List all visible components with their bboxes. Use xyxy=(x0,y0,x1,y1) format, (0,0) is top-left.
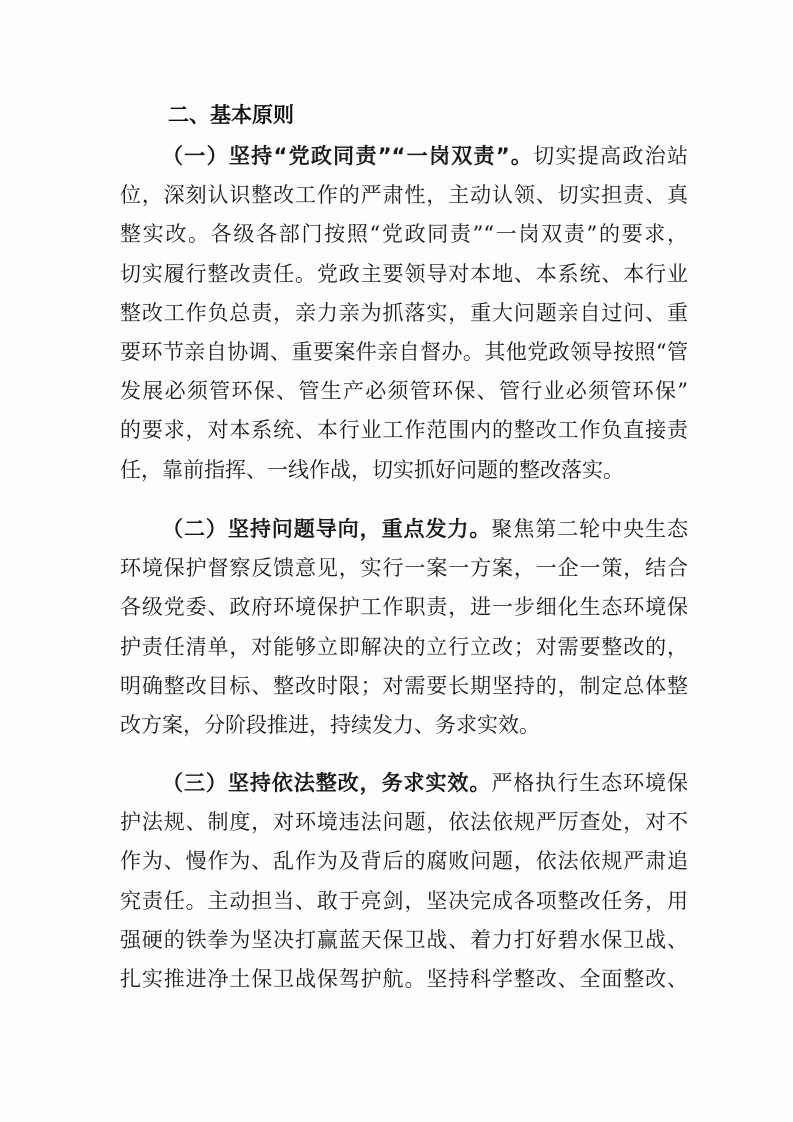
principle-title: （一）坚持“党政同责”“一岗双责”。 xyxy=(162,144,534,168)
paragraph-line: 扎实推进净土保卫战保驾护航。坚持科学整改、全面整改、 xyxy=(120,966,688,991)
paragraph-line: 环境保护督察反馈意见，实行一案一方案，一企一策，结合 xyxy=(120,556,688,581)
paragraph-text: 严格执行生态环境保 xyxy=(491,771,688,795)
paragraph-line: 位，深刻认识整改工作的严肃性，主动认领、切实担责、真 xyxy=(120,183,688,208)
paragraph-line: 护法规、制度，对环境违法问题，依法依规严厉查处，对不 xyxy=(120,810,688,835)
principle-paragraph-2 xyxy=(120,510,688,745)
paragraph-line: 改方案，分阶段推进，持续发力、务求实效。 xyxy=(120,712,540,737)
paragraph-text: 聚焦第二轮中央生态 xyxy=(491,517,688,541)
paragraph-text: 切实提高政治站 xyxy=(533,144,688,168)
paragraph-line: 作为、慢作为、乱作为及背后的腐败问题，依法依规严肃追 xyxy=(120,849,688,874)
paragraph-line xyxy=(120,137,688,176)
paragraph-line: 任，靠前指挥、一线作战，切实抓好问题的整改落实。 xyxy=(120,457,624,482)
paragraph-line: 强硬的铁拳为坚决打赢蓝天保卫战、着力打好碧水保卫战、 xyxy=(120,927,688,952)
paragraph-line: 究责任。主动担当、敢于亮剑，坚决完成各项整改任务，用 xyxy=(120,888,688,913)
paragraph-line: 的要求，对本系统、本行业工作范围内的整改工作负直接责 xyxy=(120,418,688,443)
paragraph-line: 明确整改目标、整改时限；对需要长期坚持的，制定总体整 xyxy=(120,673,688,698)
paragraph-line: 整实改。各级各部门按照“党政同责”“一岗双责”的要求， xyxy=(120,222,688,247)
paragraph-line: 整改工作负总责，亲力亲为抓落实，重大问题亲自过问、重 xyxy=(120,300,688,325)
paragraph-line xyxy=(120,510,688,549)
paragraph-line xyxy=(120,764,688,803)
principle-paragraph-1 xyxy=(120,137,688,490)
paragraph-line: 发展必须管环保、管生产必须管环保、管行业必须管环保” xyxy=(120,379,688,404)
paragraph-line: 护责任清单，对能够立即解决的立行立改；对需要整改的， xyxy=(120,634,688,659)
paragraph-line: 切实履行整改责任。党政主要领导对本地、本系统、本行业 xyxy=(120,261,688,286)
paragraph-line: 要环节亲自协调、重要案件亲自督办。其他党政领导按照“管 xyxy=(120,339,688,364)
section-heading: 二、基本原则 xyxy=(168,103,294,127)
principle-title: （三）坚持依法整改，务求实效。 xyxy=(162,771,492,795)
paragraph-line: 各级党委、政府环境保护工作职责，进一步细化生态环境保 xyxy=(120,595,688,620)
principle-title: （二）坚持问题导向，重点发力。 xyxy=(162,517,492,541)
principle-paragraph-3 xyxy=(120,764,688,999)
